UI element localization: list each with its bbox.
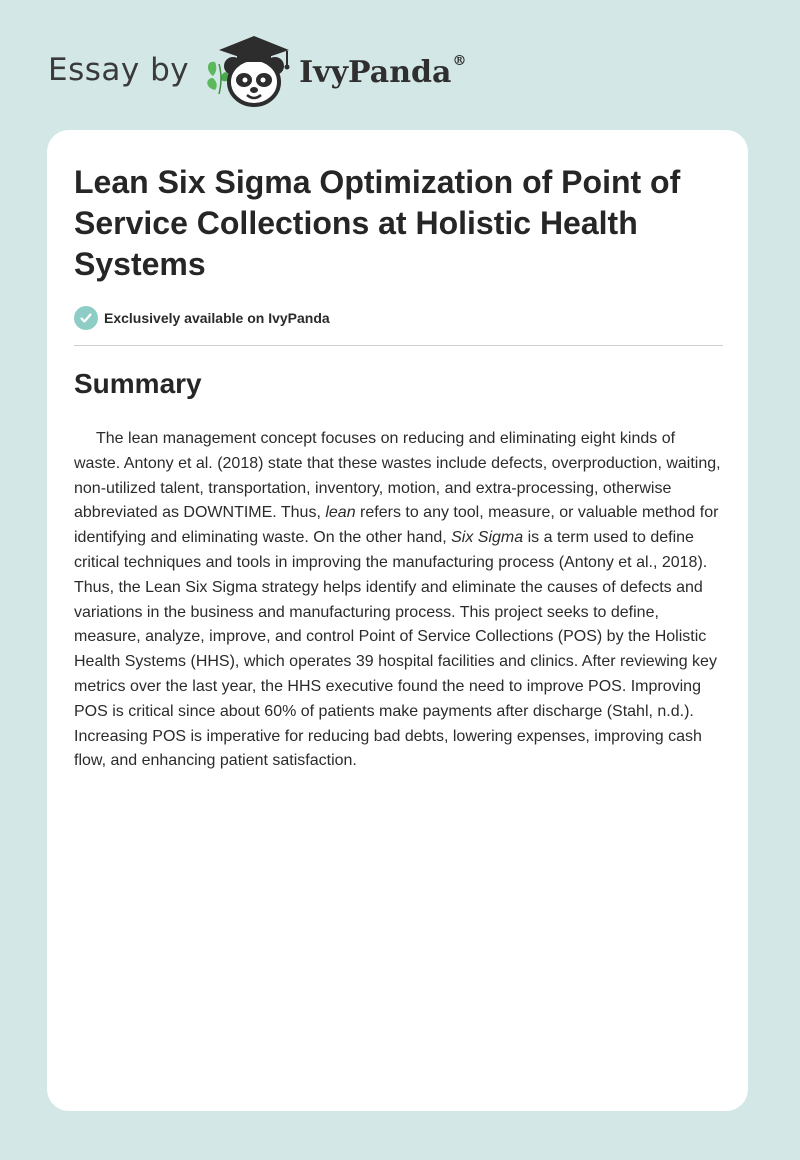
term-six-sigma: Six Sigma — [451, 529, 524, 547]
check-circle-icon — [74, 306, 98, 330]
divider — [74, 345, 723, 346]
panda-mascot-icon — [203, 30, 295, 110]
badge-text: Exclusively available on IvyPanda — [104, 310, 330, 326]
term-lean: lean — [325, 504, 356, 522]
essay-by-label: Essay by — [48, 52, 190, 88]
exclusive-badge — [74, 306, 330, 330]
site-header — [48, 30, 466, 110]
essay-card — [47, 130, 748, 1111]
ivypanda-logo[interactable] — [203, 30, 466, 110]
summary-paragraph: The lean management concept focuses on reducing and eliminating eight kinds of waste. Antony et al. (2018) state that these wastes include defects, overproduction, waiting, non-utilized talent, transportation, inventory, motion, and extra-processing, otherwise abbreviated as DOWNTIME. Thus, lean refers to any tool, measure, or valuable method for identifying and eliminating waste. On the other hand, Six Sigma is a term used to define critical techniques and tools in improving the manufacturing process (Antony et al., 2018). Thus, the Lean Six Sigma strategy helps identify and eliminate the causes of defects and variations in the business and manufacturing process. This project seeks to define, measure, analyze, improve, and control Point of Service Collections (POS) by the Holistic Health Systems (HHS), which operates 39 hospital facilities and clinics. After reviewing key metrics over the last year, the HHS executive found the need to improve POS. Improving POS is critical since about 60% of patients make payments after discharge (Stahl, n.d.). Increasing POS is imperative for reducing bad debts, lowering expenses, improving cash flow, and enhancing patient satisfaction. — [74, 430, 721, 770]
essay-title: Lean Six Sigma Optimization of Point of Service Collections at Holistic Health Systems — [74, 164, 681, 282]
section-heading-summary: Summary — [74, 368, 202, 399]
registered-mark: ® — [452, 52, 467, 69]
brand-name: IvyPanda® — [299, 52, 467, 90]
